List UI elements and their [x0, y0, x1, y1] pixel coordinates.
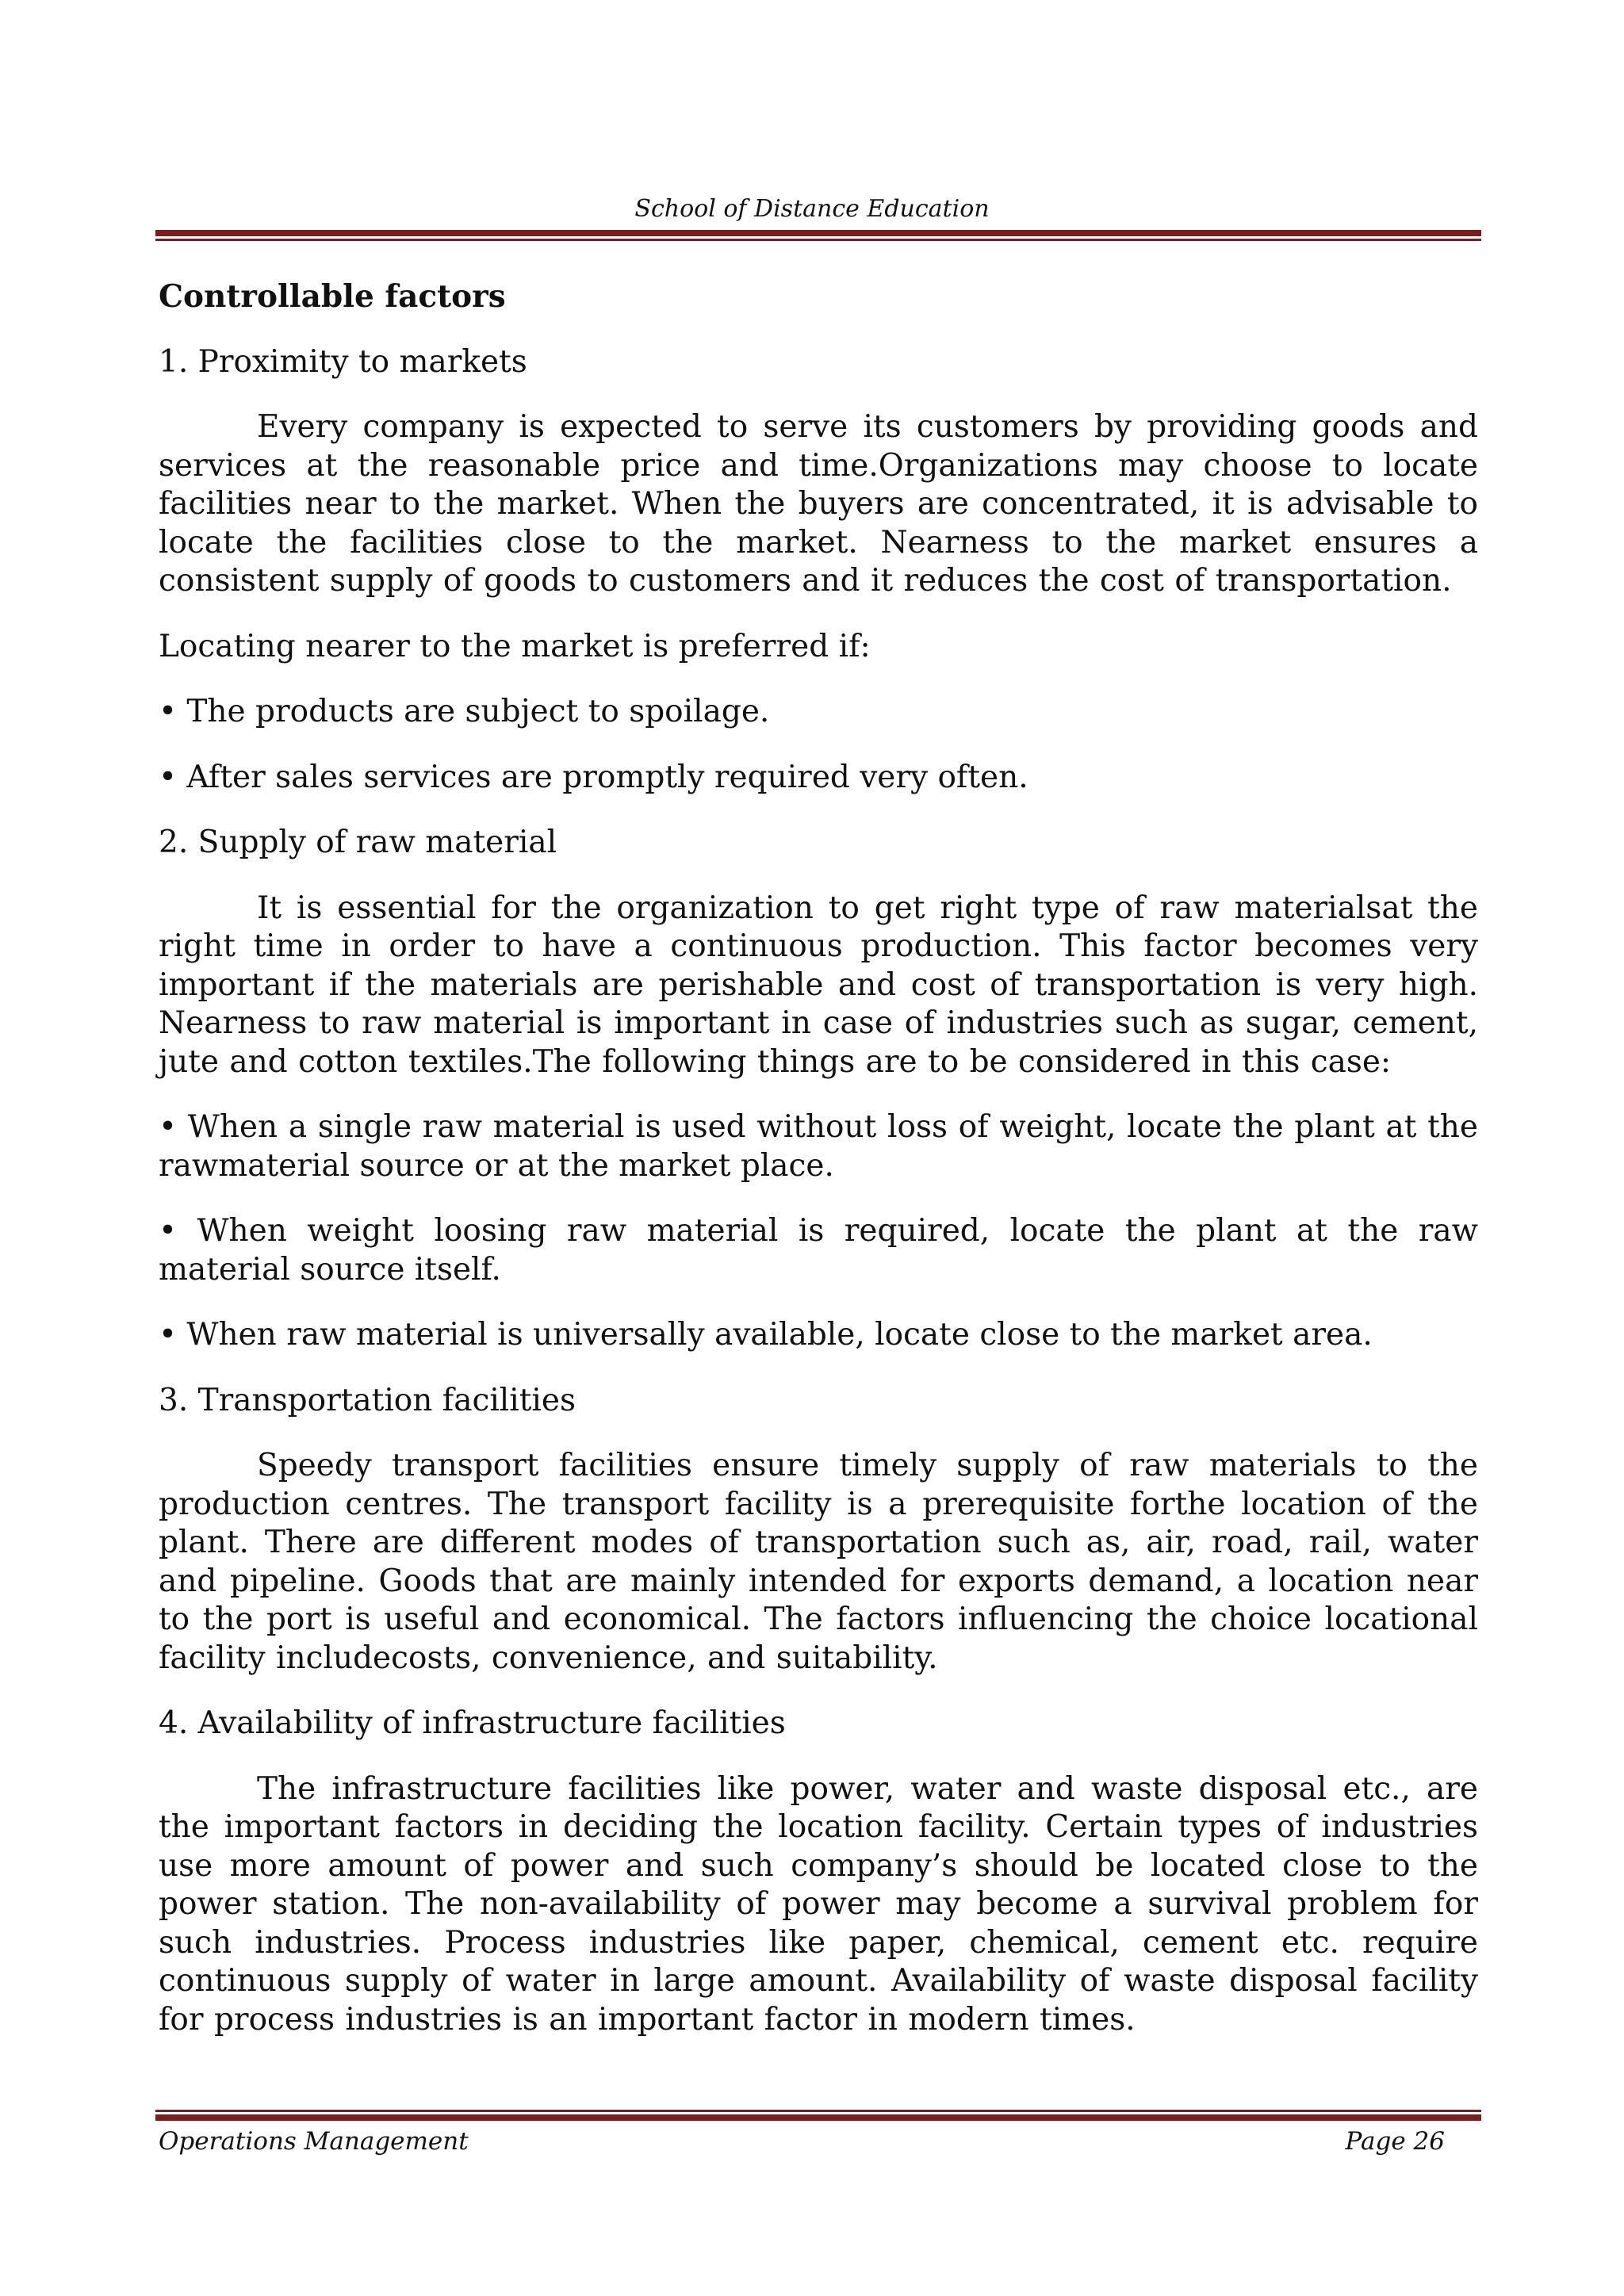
section-title: Controllable factors [159, 278, 506, 315]
running-header: School of Distance Education [634, 195, 990, 223]
bullet-item: • When raw material is universally available, locate close to the market area. [159, 1317, 1373, 1353]
subheading-infrastructure-facilities: 4. Availability of infrastructure facilities [159, 1705, 786, 1741]
subheading-transportation-facilities: 3. Transportation facilities [159, 1382, 576, 1418]
paragraph-transportation-facilities: Speedy transport facilities ensure timely supply of raw materials to the production centres. The transport facility is a prerequisite forthe location of the plant. There are different modes of transportation such as, air, road, rail, water and pipeline. Goods that are mainly intended for exports demand, a location near to the port is useful and economical. The factors influencing the choice locational facility includecosts, convenience, and suitability. [159, 1448, 1478, 1676]
header-rule-thick [155, 230, 1481, 236]
bullet-item: • When weight loosing raw material is required, locate the plant at the raw material source itself. [159, 1213, 1478, 1288]
paragraph-supply-of-raw-material: It is essential for the organization to get right type of raw materialsat the right time in order to have a continuous production. This factor becomes very important if the materials are perishable and cost of transportation is very high. Nearness to raw material is important in case of industries such as sugar, cement, jute and cotton textiles.The following things are to be considered in this case: [159, 890, 1478, 1080]
header-rule [155, 230, 1481, 241]
footer-page-number: Page 26 [1345, 2127, 1445, 2156]
subheading-supply-of-raw-material: 2. Supply of raw material [159, 825, 557, 860]
bullet-item: • After sales services are promptly required very often. [159, 759, 1028, 795]
footer-rule-thin [155, 2110, 1481, 2112]
paragraph-proximity-to-markets: Every company is expected to serve its customers by providing goods and services at the reasonable price and time.Organizations may choose to locate facilities near to the market. When the buyers are concentrated, it is advisable to locate the facilities close to the market. Nearness to the market ensures a consistent supply of goods to customers and it reduces the cost of transportation. [159, 409, 1478, 599]
bullet-item: • The products are subject to spoilage. [159, 694, 770, 729]
header-rule-thin [155, 239, 1481, 241]
footer-course-title: Operations Management [159, 2127, 469, 2156]
page-body [159, 277, 1478, 2066]
subheading-proximity-to-markets: 1. Proximity to markets [159, 343, 527, 380]
bullet-item: • When a single raw material is used without loss of weight, locate the plant at the rawmaterial source or at the market place. [159, 1109, 1478, 1184]
paragraph-infrastructure-facilities: The infrastructure facilities like power, water and waste disposal etc., are the important factors in deciding the location facility. Certain types of industries use more amount of power and such company’s should be located close to the power station. The non-availability of power may become a survival problem for such industries. Process industries like paper, chemical, cement etc. require continuous supply of water in large amount. Availability of waste disposal facility for process industries is an important factor in modern times. [159, 1770, 1478, 2038]
footer-rule-thick [155, 2114, 1481, 2121]
lead-text-market-preference: Locating nearer to the market is preferred if: [159, 628, 871, 664]
footer-rule [155, 2110, 1481, 2121]
